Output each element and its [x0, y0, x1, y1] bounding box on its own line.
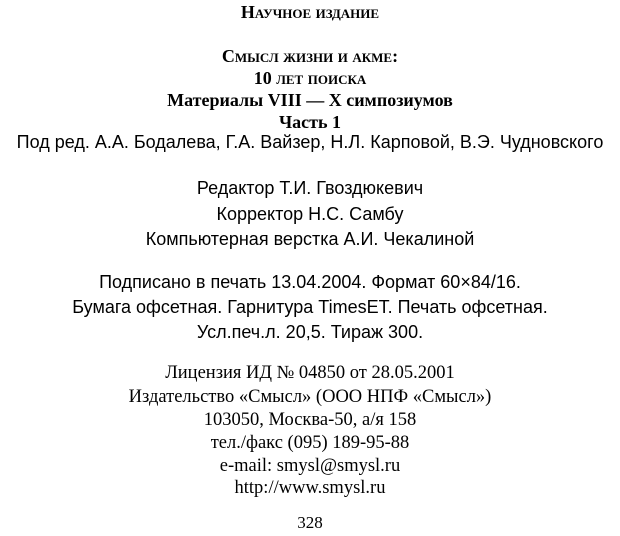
- edition-type-label: Научное издание: [240, 2, 380, 22]
- corrector-credit: Корректор Н.С. Самбу: [216, 204, 404, 224]
- editors-line: Под ред. А.А. Бодалева, Г.А. Вайзер, Н.Л. Карповой, В.Э. Чудновского: [16, 132, 604, 152]
- book-subtitle: 10 лет поиска: [253, 68, 367, 88]
- page-number: 328: [297, 513, 323, 532]
- print-signed-line: Подписано в печать 13.04.2004. Формат 60×84/16.: [99, 272, 521, 292]
- volume-line: Усл.печ.л. 20,5. Тираж 300.: [196, 322, 424, 342]
- publisher-website: http://www.smysl.ru: [234, 478, 386, 498]
- part-line: Часть 1: [278, 112, 342, 132]
- editor-credit: Редактор Т.И. Гвоздюкевич: [196, 178, 424, 198]
- materials-line: Материалы VIII — X симпозиумов: [167, 90, 453, 110]
- publisher-email: e-mail: smysl@smysl.ru: [219, 456, 401, 476]
- publisher-address: 103050, Москва-50, а/я 158: [203, 410, 417, 430]
- license-line: Лицензия ИД № 04850 от 28.05.2001: [165, 363, 455, 383]
- publisher-phone: тел./факс (095) 189-95-88: [210, 433, 410, 453]
- publisher-name: Издательство «Смысл» (ООО НПФ «Смысл»): [128, 387, 492, 407]
- layout-credit: Компьютерная верстка А.И. Чекалиной: [145, 229, 475, 249]
- book-title: Смысл жизни и акме:: [221, 46, 399, 66]
- paper-line: Бумага офсетная. Гарнитура TimesET. Печать офсетная.: [72, 297, 548, 317]
